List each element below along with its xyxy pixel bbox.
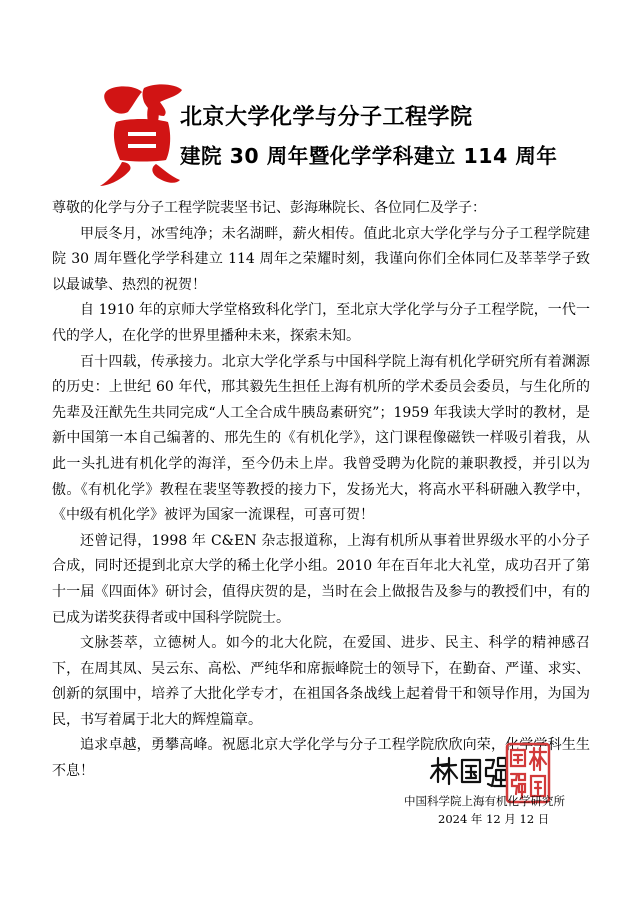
paragraph-2: 自 1910 年的京师大学堂格致科化学门，至北京大学化学与分子工程学院，一代一代的学人，在化学的世界里播种未来，探索未知。 bbox=[52, 302, 590, 344]
letter-date: 2024 年 12 月 12 日 bbox=[438, 812, 550, 826]
letter-body bbox=[52, 196, 590, 785]
title-line-1: 北京大学化学与分子工程学院 bbox=[180, 105, 473, 130]
paragraph-3: 百十四载，传承接力。北京大学化学系与中国科学院上海有机化学研究所有着渊源的历史：上世纪 60 年代，邢其毅先生担任上海有机所的学术委员会委员，与生化所的先辈及汪猷先生共同完成“人工全合成牛胰岛素研究”；1959 年我读大学时的教材，是新中国第一本自己编著的、邢先生的《有机化学》，这门课程像磁铁一样吸引着我，从此一头扎进有机化学的海洋，至今仍未上岸。我曾受聘为化院的兼职教授，并引以为傲。《有机化学》教程在裴坚等教授的接力下，发扬光大，将高水平科研融入教学中，《中级有机化学》被评为国家一流课程，可喜可贺！ bbox=[52, 353, 590, 524]
paragraph-4: 还曾记得，1998 年 C&EN 杂志报道称，上海有机所从事着世界级水平的小分子合成，同时还提到北京大学的稀土化学小组。2010 年在百年北大礼堂，成功召开了第十一届《四面体》研讨会，值得庆贺的是，当时在会上做报告及参与的教授们中，有的已成为诺奖获得者或中国科学院院士。 bbox=[52, 532, 590, 626]
handwritten-signature bbox=[428, 754, 508, 790]
title-line-2: 建院 30 周年暨化学学科建立 114 周年 bbox=[180, 144, 558, 168]
salutation: 尊敬的化学与分子工程学院裴坚书记、彭海琳院长、各位同仁及学子： bbox=[52, 200, 486, 216]
paragraph-6: 追求卓越，勇攀高峰。祝愿北京大学化学与分子工程学院欣欣向荣，化学学科生生不息！ bbox=[52, 737, 590, 780]
signer-organization: 中国科学院上海有机化学研究所 bbox=[404, 794, 565, 808]
paragraph-1: 甲辰冬月，冰雪纯净；未名湖畔，薪火相传。值此北京大学化学与分子工程学院建院 30 周年暨化学学科建立 114 周年之荣耀时刻，我谨向你们全体同仁及莘莘学子致以最诚挚、热烈的祝贺！ bbox=[52, 225, 590, 293]
paragraph-5: 文脉荟萃，立德树人。如今的北大化院，在爱国、进步、民主、科学的精神感召下，在周其凤、吴云东、高松、严纯华和席振峰院士的领导下，在勤奋、严谨、求实、创新的氛围中，培养了大批化学专才，在祖国各条战线上起着骨干和领导作用，为国为民，书写着属于北大的辉煌篇章。 bbox=[52, 635, 590, 728]
he-calligraphy-logo bbox=[98, 82, 184, 188]
